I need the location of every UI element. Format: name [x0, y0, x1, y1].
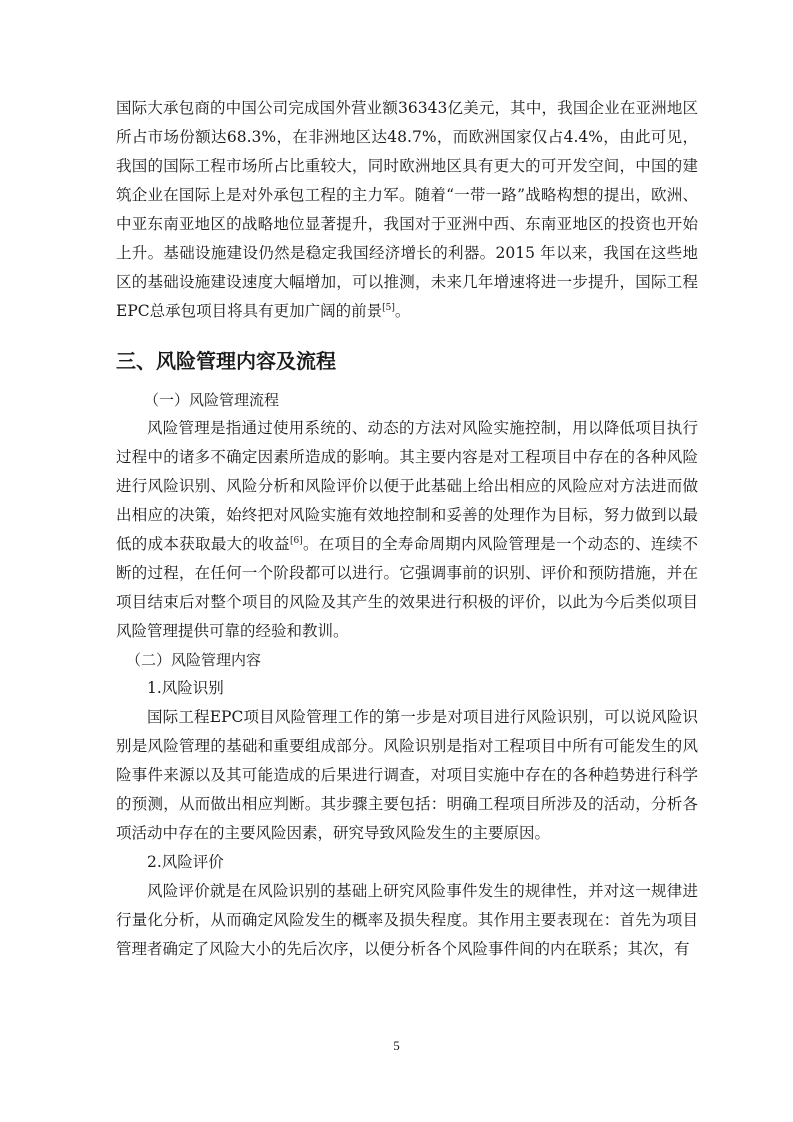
document-page: [116, 94, 698, 964]
subheading-risk-process: （一）风险管理流程: [144, 391, 280, 409]
section-heading-risk-management: 三、风险管理内容及流程: [116, 349, 336, 373]
item-risk-identification: 1.风险识别: [147, 679, 224, 697]
item-risk-evaluation: 2.风险评价: [147, 853, 224, 871]
paragraph-risk-identification: 国际工程EPC项目风险管理工作的第一步是对项目进行风险识别，可以说风险识别是风险管理的基础和重要组成部分。风险识别是指对工程项目中所有可能发生的风险事件来源以及其可能造成的后果进行调查，对项目实施中存在的各种趋势进行科学的预测，从而做出相应判断。其步骤主要包括：明确工程项目所涉及的活动，分析各项活动中存在的主要风险因素，研究导致风险发生的主要原因。: [116, 708, 698, 842]
citation-6: [6]: [289, 535, 303, 546]
paragraph-end: 。: [394, 302, 411, 320]
subheading-risk-content: （二）风险管理内容: [126, 651, 262, 669]
paragraph-text-continued: 。在项目的全寿命周期内风险管理是一个动态的、连续不断的过程，在任何一个阶段都可以进行。它强调事前的识别、评价和预防措施，并在项目结束后对整个项目的风险及其产生的效果进行积极的评价，以此为今后类似项目风险管理提供可靠的经验和教训。: [116, 535, 698, 640]
paragraph-risk-process: [116, 414, 698, 646]
page-number: 5: [393, 1038, 400, 1053]
paragraph-text: 国际大承包商的中国公司完成国外营业额36343亿美元，其中，我国企业在亚洲地区所占市场份额达68.3%，在非洲地区达48.7%，而欧洲国家仅占4.4%，由此可见，我国的国际工程市场所占比重较大，同时欧洲地区具有更大的可开发空间，中国的建筑企业在国际上是对外承包工程的主力军。随着“一带一路”战略构想的提出，欧洲、中亚东南亚地区的战略地位显著提升，我国对于亚洲中西、东南亚地区的投资也开始上升。基础设施建设仍然是稳定我国经济增长的利器。2015 年以来，我国在这些地区的基础设施建设速度大幅增加，可以推测，未来几年增速将进一步提升，国际工程EPC总承包项目将具有更加广阔的前景: [116, 99, 698, 320]
citation-5: [5]: [382, 302, 395, 313]
paragraph-text: 风险管理是指通过使用系统的、动态的方法对风险实施控制，用以降低项目执行过程中的诸多不确定因素所造成的影响。其主要内容是对工程项目中存在的各种风险进行风险识别、风险分析和风险评价以便于此基础上给出相应的风险应对方法进而做出相应的决策，始终把对风险实施有效地控制和妥善的处理作为目标，努力做到以最低的成本获取最大的收益: [116, 419, 698, 553]
paragraph-risk-evaluation: 风险评价就是在风险识别的基础上研究风险事件发生的规律性，并对这一规律进行量化分析，从而确定风险发生的概率及损失程度。其作用主要表现在：首先为项目管理者确定了风险大小的先后次序，以便分析各个风险事件间的内在联系；其次，有: [116, 882, 698, 958]
paragraph-market-share: [116, 94, 698, 326]
